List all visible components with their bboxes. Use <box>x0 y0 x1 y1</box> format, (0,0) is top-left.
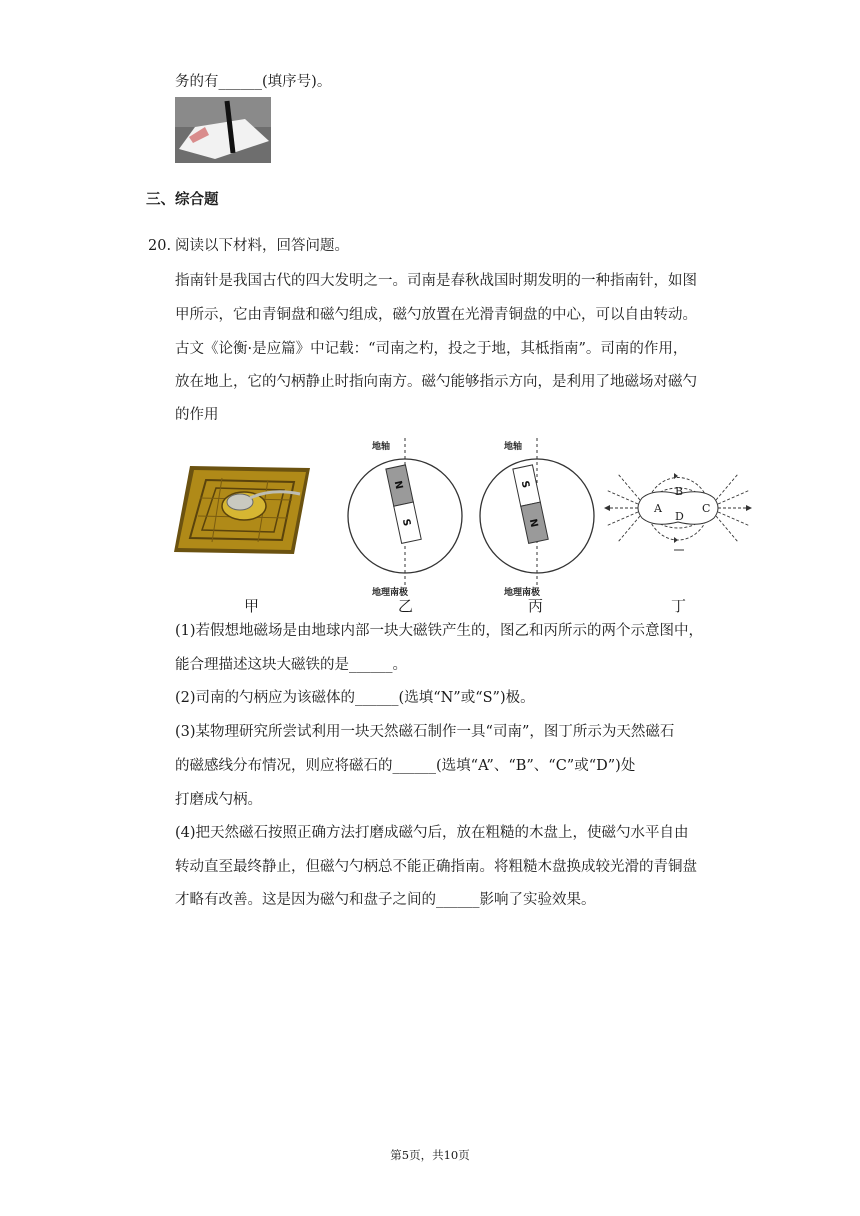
sub-question-line: 转动直至最终静止，但磁勺勺柄总不能正确指南。将粗糙木盘换成较光滑的青铜盘 <box>175 859 697 875</box>
sub-question-line: 才略有改善。这是因为磁勺和盘子之间的______影响了实验效果。 <box>175 892 596 908</box>
sub-question-line: 能合理描述这块大磁铁的是______。 <box>175 657 407 673</box>
earth-axis-label: 地轴 <box>504 442 523 452</box>
stone-point-d: D <box>675 510 684 523</box>
pole-label-n: N <box>391 479 405 491</box>
stone-point-b: B <box>675 485 684 498</box>
stone-point-a: A <box>654 502 662 515</box>
paragraph-line: 指南针是我国古代的四大发明之一。司南是春秋战国时期发明的一种指南针，如图 <box>175 273 697 289</box>
question-number: 20. <box>148 238 172 254</box>
caption-jia: 甲 <box>244 597 260 615</box>
sub-question-line: (3)某物理研究所尝试利用一块天然磁石制作一具“司南”，图丁所示为天然磁石 <box>175 724 675 740</box>
paragraph-line: 甲所示，它由青铜盘和磁勺组成，磁勺放置在光滑青铜盘的中心，可以自由转动。 <box>175 307 697 323</box>
figure-ding-lodestone-field <box>598 464 758 554</box>
previous-question-tail: 务的有______(填序号)。 <box>175 74 332 90</box>
previous-question-photo <box>175 97 271 163</box>
south-pole-label: 地理南极 <box>504 588 541 596</box>
figure-jia-sinan-photo <box>172 458 312 558</box>
paragraph-line: 的作用 <box>175 407 219 423</box>
pole-label-s: S <box>399 517 413 528</box>
figure-yi-earth-magnet <box>340 436 470 596</box>
pole-label-n: N <box>526 517 540 529</box>
sub-question-line: (2)司南的勺柄应为该磁体的______(选填“N”或“S”)极。 <box>175 690 535 706</box>
paragraph-line: 古文《论衡·是应篇》中记载：“司南之杓，投之于地，其柢指南”。司南的作用， <box>175 341 688 357</box>
caption-bing: 丙 <box>528 597 544 615</box>
page-footer: 第5页，共10页 <box>390 1148 470 1162</box>
section-title: 三、综合题 <box>146 192 219 208</box>
figure-bing-earth-magnet <box>472 436 602 596</box>
pole-label-s: S <box>518 479 531 490</box>
caption-ding: 丁 <box>671 597 687 615</box>
stone-point-c: C <box>702 502 711 515</box>
sub-question-line: (4)把天然磁石按照正确方法打磨成磁勺后，放在粗糙的木盘上，使磁勺水平自由 <box>175 825 689 841</box>
question-intro: 阅读以下材料，回答问题。 <box>175 238 349 254</box>
paragraph-line: 放在地上，它的勺柄静止时指向南方。磁勺能够指示方向，是利用了地磁场对磁勺 <box>175 374 697 390</box>
south-pole-label: 地理南极 <box>372 588 409 596</box>
sub-question-line: (1)若假想地磁场是由地球内部一块大磁铁产生的，图乙和丙所示的两个示意图中， <box>175 623 704 639</box>
sub-question-line: 的磁感线分布情况，则应将磁石的______(选填“A”、“B”、“C”或“D”)处 <box>175 758 636 774</box>
earth-axis-label: 地轴 <box>372 442 391 452</box>
sub-question-line: 打磨成勺柄。 <box>175 792 262 808</box>
caption-yi: 乙 <box>398 597 414 615</box>
